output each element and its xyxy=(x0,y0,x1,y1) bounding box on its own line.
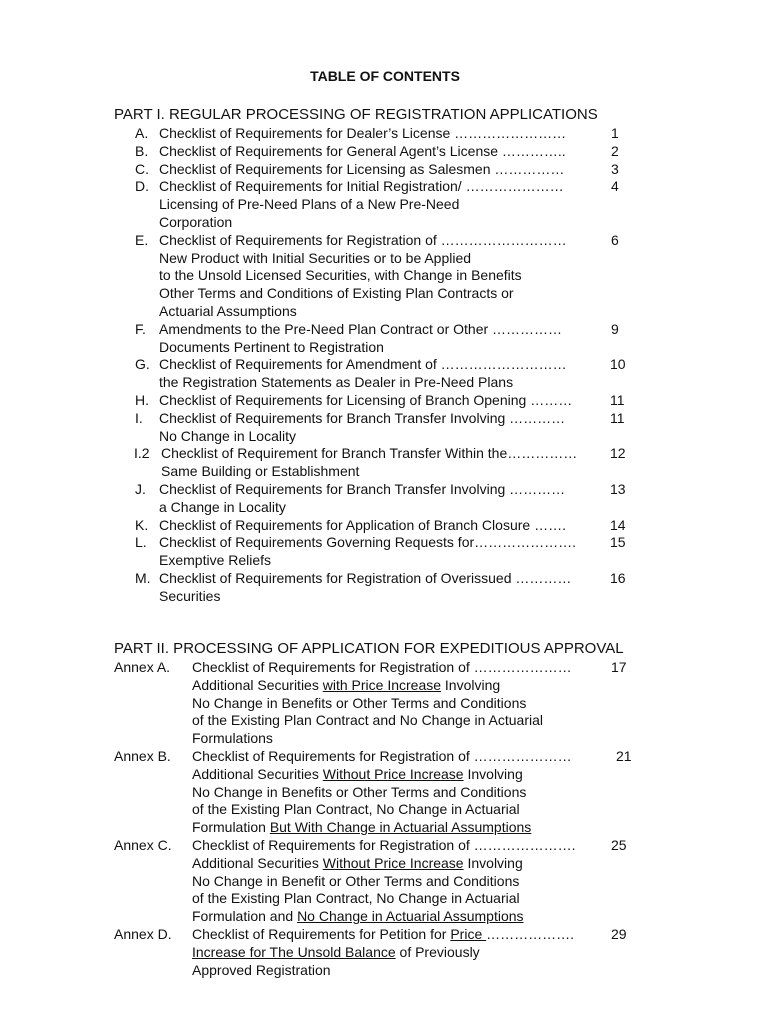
toc-entry-line xyxy=(0,444,770,462)
toc-entry-page-number: 15 xyxy=(610,534,626,551)
annex-text-segment: Checklist of Requirements for Registration of ………………… xyxy=(192,748,572,764)
toc-entry-line xyxy=(0,302,770,320)
annex-text-segment: Checklist of Requirements for Petition for xyxy=(192,926,451,942)
toc-entry-page-number: 14 xyxy=(610,516,626,533)
toc-entry-text: Checklist of Requirements for Licensing of Branch Opening ……… xyxy=(159,392,573,408)
toc-entry-line xyxy=(0,480,770,498)
toc-entry-letter: L. xyxy=(135,534,147,551)
underlined-text: No Change in Actuarial Assumptions xyxy=(297,908,524,925)
toc-entry-page-number: 3 xyxy=(611,160,619,177)
annex-text-segment: Involving xyxy=(463,765,523,782)
part-one-heading: PART I. REGULAR PROCESSING OF REGISTRATION APPLICATIONS xyxy=(114,106,598,123)
toc-entry-text: No Change in Locality xyxy=(159,427,296,444)
annex-text xyxy=(192,925,574,943)
toc-entry-text: Checklist of Requirements for Licensing as Salesmen …………… xyxy=(159,160,565,177)
toc-entry-text: Checklist of Requirements for Registration of Overissued ………… xyxy=(159,570,572,586)
toc-entry-text: Checklist of Requirements for General Agent’s License ………….. xyxy=(159,142,566,159)
toc-entry-letter: K. xyxy=(135,516,149,533)
annex-line xyxy=(0,711,770,729)
toc-entry-letter: J. xyxy=(135,481,146,497)
annex-text xyxy=(192,694,526,712)
annex-line xyxy=(0,854,770,872)
toc-entry-text: New Product with Initial Securities or to be Applied xyxy=(159,249,472,266)
toc-entry-line xyxy=(0,391,770,409)
toc-entry-text: Same Building or Establishment xyxy=(161,463,360,480)
toc-entry-line xyxy=(0,373,770,391)
annex-text xyxy=(192,783,526,801)
toc-entry-text: Exemptive Reliefs xyxy=(159,552,272,569)
toc-entry-letter: D. xyxy=(135,178,149,195)
toc-entry-text: Checklist of Requirements for Registration of ……………………… xyxy=(159,231,567,248)
annex-text xyxy=(192,658,572,676)
annex-text xyxy=(192,943,480,961)
toc-entry-text: Checklist of Requirements for Amendment of ……………………… xyxy=(159,356,567,373)
annex-line xyxy=(0,765,770,783)
annex-text xyxy=(192,854,523,872)
toc-entry-line xyxy=(0,213,770,231)
toc-entry-text: Securities xyxy=(159,587,221,604)
toc-entry-line xyxy=(0,142,770,160)
annex-line xyxy=(0,907,770,925)
toc-entry-text: Checklist of Requirements for Initial Registration/ ………………… xyxy=(159,178,564,195)
toc-entry-text: Checklist of Requirement for Branch Transfer Within the…………… xyxy=(161,445,578,462)
annex-text xyxy=(192,872,519,890)
toc-entry-text: Corporation xyxy=(159,214,233,230)
underlined-text: Price xyxy=(450,926,487,942)
toc-entry-text: Checklist of Requirements for Branch Transfer Involving ………… xyxy=(159,481,566,497)
annex-text-segment: of the Existing Plan Contract and No Change in Actuarial xyxy=(192,712,543,729)
annex-text xyxy=(192,961,331,979)
annex-text-segment: Checklist of Requirements for Registration of …………………. xyxy=(192,837,576,853)
toc-entry-letter: A. xyxy=(135,125,149,141)
annex-text xyxy=(192,711,543,729)
annex-text xyxy=(192,765,523,783)
toc-entry-line xyxy=(0,195,770,213)
underlined-text: Increase for The Unsold Balance xyxy=(192,943,396,960)
toc-entry-page-number: 10 xyxy=(610,356,626,373)
annex-text-segment: Formulations xyxy=(192,730,273,747)
annex-line xyxy=(0,658,770,676)
annex-text-segment: Formulation xyxy=(192,819,270,836)
toc-entry-page-number: 9 xyxy=(611,320,619,337)
annex-line xyxy=(0,872,770,890)
toc-entry-line xyxy=(0,427,770,445)
annex-text xyxy=(192,729,273,747)
annex-page-number: 25 xyxy=(611,837,627,853)
toc-entry-line xyxy=(0,284,770,302)
toc-entry-line xyxy=(0,231,770,249)
annex-line xyxy=(0,961,770,979)
toc-entry-text: Actuarial Assumptions xyxy=(159,303,297,319)
toc-entry-line xyxy=(0,320,770,338)
annex-text-segment: No Change in Benefits or Other Terms and Conditions xyxy=(192,783,527,800)
toc-entry-line xyxy=(0,498,770,516)
toc-entry-letter: C. xyxy=(135,160,149,177)
annex-line xyxy=(0,818,770,836)
toc-entry-page-number: 12 xyxy=(610,445,626,462)
toc-entry-line xyxy=(0,355,770,373)
toc-entry-line xyxy=(0,266,770,284)
annex-label: Annex A. xyxy=(114,659,171,675)
toc-entry-letter: H. xyxy=(135,392,149,408)
page-title: TABLE OF CONTENTS xyxy=(310,68,460,84)
annex-text-segment: Involving xyxy=(463,854,523,871)
annex-line xyxy=(0,747,770,765)
annex-text xyxy=(192,747,572,765)
annex-text-segment: of the Existing Plan Contract, No Change in Actuarial xyxy=(192,890,520,907)
toc-entry-letter: G. xyxy=(135,356,150,373)
toc-entry-line xyxy=(0,462,770,480)
annex-label: Annex B. xyxy=(114,748,171,764)
toc-entry-page-number: 1 xyxy=(611,125,619,141)
toc-entry-page-number: 4 xyxy=(611,178,619,195)
annex-page-number: 29 xyxy=(611,926,627,942)
annex-text-segment: ………………. xyxy=(486,926,575,942)
annex-line xyxy=(0,800,770,818)
toc-entry-text: Amendments to the Pre-Need Plan Contract or Other …………… xyxy=(159,320,563,337)
annex-text-segment: Approved Registration xyxy=(192,961,331,978)
annex-text xyxy=(192,907,524,925)
toc-entry-text: Documents Pertinent to Registration xyxy=(159,338,384,355)
underlined-text: Without Price Increase xyxy=(322,854,464,871)
toc-entry-letter: I. xyxy=(135,409,143,426)
toc-entry-line xyxy=(0,516,770,534)
toc-entry-text: the Registration Statements as Dealer in Pre-Need Plans xyxy=(159,374,514,391)
toc-entry-line xyxy=(0,249,770,267)
toc-entry-page-number: 16 xyxy=(610,570,626,586)
annex-text-segment: Additional Securities xyxy=(192,854,323,871)
annex-label: Annex C. xyxy=(114,837,172,853)
toc-entry-page-number: 11 xyxy=(610,392,625,408)
toc-entry-text: Checklist of Requirements Governing Requests for…………………. xyxy=(159,534,577,551)
underlined-text: But With Change in Actuarial Assumptions xyxy=(269,819,532,836)
annex-line xyxy=(0,889,770,907)
annex-text-segment: Additional Securities xyxy=(192,676,323,693)
toc-entry-letter: B. xyxy=(135,142,149,159)
annex-line xyxy=(0,676,770,694)
annex-line xyxy=(0,925,770,943)
toc-entry-text: Checklist of Requirements for Branch Transfer Involving ………… xyxy=(159,409,566,426)
annex-text-segment: Formulation and xyxy=(192,908,298,925)
annex-text-segment: No Change in Benefits or Other Terms and Conditions xyxy=(192,694,527,711)
toc-entry-line xyxy=(0,338,770,356)
underlined-text: Without Price Increase xyxy=(322,765,464,782)
part-two-heading: PART II. PROCESSING OF APPLICATION FOR EXPEDITIOUS APPROVAL xyxy=(114,640,624,657)
annex-text-segment: Checklist of Requirements for Registration of ………………… xyxy=(192,659,572,675)
toc-entry-line xyxy=(0,569,770,587)
annex-text-segment: Involving xyxy=(441,676,501,693)
annex-text-segment: of the Existing Plan Contract, No Change in Actuarial xyxy=(192,801,520,818)
toc-entry-line xyxy=(0,160,770,178)
annex-text-segment: of Previously xyxy=(395,943,480,960)
annex-label: Annex D. xyxy=(114,926,172,942)
toc-entry-text: Checklist of Requirements for Dealer’s License …………………… xyxy=(159,125,567,141)
toc-entry-letter: F. xyxy=(135,320,146,337)
annex-page-number: 21 xyxy=(616,748,632,764)
annex-text xyxy=(192,676,500,694)
toc-entry-page-number: 6 xyxy=(611,231,619,248)
toc-entry-line xyxy=(0,124,770,142)
toc-entry-text: to the Unsold Licensed Securities, with Change in Benefits xyxy=(159,267,522,284)
toc-entry-text: a Change in Locality xyxy=(159,498,286,515)
toc-entry-letter: E. xyxy=(135,231,149,248)
toc-entry-letter: M. xyxy=(135,570,151,586)
annex-line xyxy=(0,943,770,961)
underlined-text: with Price Increase xyxy=(322,676,442,693)
toc-entry-page-number: 13 xyxy=(610,481,626,497)
toc-entry-letter: I.2 xyxy=(134,445,150,462)
annex-text xyxy=(192,818,531,836)
annex-page-number: 17 xyxy=(611,659,627,675)
annex-text xyxy=(192,800,520,818)
annex-text xyxy=(192,836,576,854)
toc-entry-line xyxy=(0,551,770,569)
toc-entry-line xyxy=(0,533,770,551)
annex-line xyxy=(0,694,770,712)
toc-entry-text: Checklist of Requirements for Application of Branch Closure ……. xyxy=(159,516,566,533)
annex-text-segment: Additional Securities xyxy=(192,765,323,782)
toc-entry-text: Licensing of Pre-Need Plans of a New Pre-Need xyxy=(159,196,460,213)
annex-text-segment: No Change in Benefit or Other Terms and Conditions xyxy=(192,872,520,889)
toc-entry-text: Other Terms and Conditions of Existing Plan Contracts or xyxy=(159,285,514,302)
annex-line xyxy=(0,729,770,747)
toc-entry-page-number: 2 xyxy=(611,142,619,159)
toc-entry-line xyxy=(0,409,770,427)
annex-line xyxy=(0,836,770,854)
toc-entry-line xyxy=(0,587,770,605)
toc-entry-page-number: 11 xyxy=(610,409,625,426)
toc-entry-line xyxy=(0,177,770,195)
annex-text xyxy=(192,889,520,907)
annex-line xyxy=(0,783,770,801)
